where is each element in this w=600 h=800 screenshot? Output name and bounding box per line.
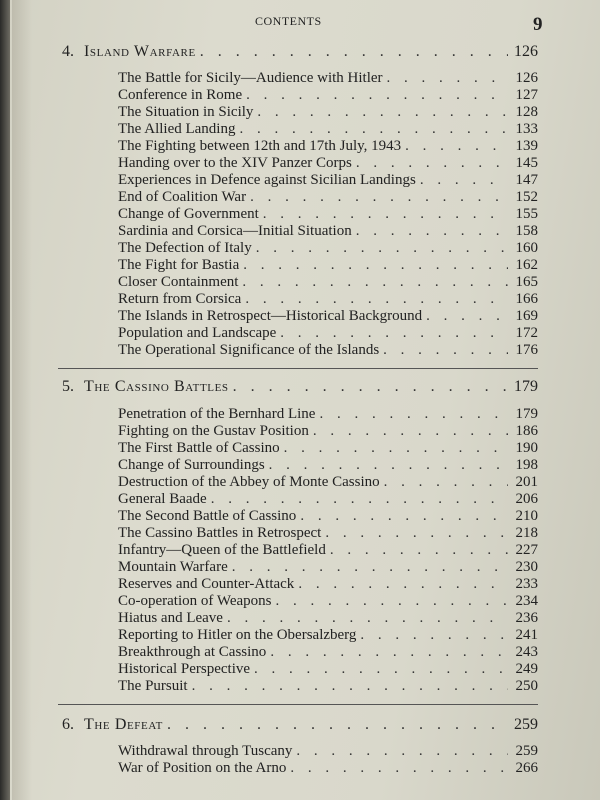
leader-dots [325, 525, 508, 542]
entry-page: 227 [515, 542, 538, 558]
entry-title: Reserves and Counter-Attack [118, 576, 295, 592]
leader-dots [330, 542, 508, 559]
entry-page: 127 [515, 87, 538, 103]
toc-entry [118, 525, 538, 542]
leader-dots [200, 43, 508, 61]
entry-page: 160 [515, 240, 538, 256]
toc-entry [118, 474, 538, 491]
chapter-title: The Cassino Battles [84, 378, 229, 395]
leader-dots [313, 423, 508, 440]
chapter-page: 126 [514, 43, 538, 60]
leader-dots [356, 155, 508, 172]
leader-dots [405, 138, 508, 155]
toc-entry [118, 172, 538, 189]
entry-title: Reporting to Hitler on the Obersalzberg [118, 627, 357, 643]
leader-dots [167, 716, 508, 734]
entry-page: 218 [515, 525, 538, 541]
toc-entry [118, 274, 538, 291]
leader-dots [383, 342, 508, 359]
entry-title: The First Battle of Cassino [118, 440, 280, 456]
entry-title: Conference in Rome [118, 87, 243, 103]
leader-dots [280, 325, 508, 342]
section-divider [58, 704, 538, 705]
toc-entry [118, 627, 538, 644]
leader-dots [257, 104, 508, 121]
chapter-5-heading [62, 378, 538, 396]
entry-title: The Situation in Sicily [118, 104, 254, 120]
leader-dots [263, 206, 508, 223]
toc-entry [118, 240, 538, 257]
entry-title: Handing over to the XIV Panzer Corps [118, 155, 352, 171]
entry-title: The Pursuit [118, 678, 188, 694]
entry-page: 241 [515, 627, 538, 643]
toc-entry [118, 644, 538, 661]
leader-dots [296, 743, 508, 760]
entry-page: 190 [515, 440, 538, 456]
leader-dots [233, 378, 508, 396]
entry-title: Penetration of the Bernhard Line [118, 406, 316, 422]
toc-entry [118, 743, 538, 760]
entry-title: Breakthrough at Cassino [118, 644, 267, 660]
entry-title: The Operational Significance of the Islands [118, 342, 380, 358]
leader-dots [426, 308, 508, 325]
leader-dots [356, 223, 508, 240]
entry-page: 165 [515, 274, 538, 290]
entry-page: 233 [515, 576, 538, 592]
leader-dots [242, 274, 508, 291]
chapter-title: The Defeat [84, 716, 163, 733]
toc-entry [118, 760, 538, 777]
entry-title: Experiences in Defence against Sicilian Landings [118, 172, 416, 188]
toc-entry [118, 559, 538, 576]
leader-dots [239, 121, 508, 138]
entry-title: The Second Battle of Cassino [118, 508, 297, 524]
entry-title: Infantry—Queen of the Battlefield [118, 542, 326, 558]
entry-title: Mountain Warfare [118, 559, 228, 575]
entry-title: The Battle for Sicily—Audience with Hitler [118, 70, 383, 86]
entry-page: 201 [515, 474, 538, 490]
leader-dots [420, 172, 508, 189]
toc-entry [118, 206, 538, 223]
entry-page: 145 [515, 155, 538, 171]
chapter-number: 6. [62, 716, 74, 733]
toc-entry [118, 576, 538, 593]
entry-title: General Baade [118, 491, 207, 507]
toc-entry [118, 189, 538, 206]
chapter-4-heading [62, 43, 538, 61]
entry-page: 179 [515, 406, 538, 422]
entry-page: 243 [515, 644, 538, 660]
entry-page: 234 [515, 593, 538, 609]
leader-dots [300, 508, 508, 525]
leader-dots [246, 87, 508, 104]
entry-page: 250 [515, 678, 538, 694]
entry-title: The Fight for Bastia [118, 257, 240, 273]
entry-title: Destruction of the Abbey of Monte Cassino [118, 474, 380, 490]
entry-page: 133 [515, 121, 538, 137]
toc-entry [118, 308, 538, 325]
entry-page: 206 [515, 491, 538, 507]
toc-entry [118, 661, 538, 678]
entry-page: 236 [515, 610, 538, 626]
leader-dots [256, 240, 508, 257]
entry-page: 169 [515, 308, 538, 324]
leader-dots [387, 70, 508, 87]
entry-page: 266 [515, 760, 538, 776]
leader-dots [360, 627, 508, 644]
entry-page: 166 [515, 291, 538, 307]
entry-title: Closer Containment [118, 274, 239, 290]
chapter-6-heading [62, 716, 538, 734]
leader-dots [290, 760, 508, 777]
entry-title: Return from Corsica [118, 291, 242, 307]
chapter-page: 179 [514, 378, 538, 395]
entry-page: 172 [515, 325, 538, 341]
running-head: CONTENTS [255, 14, 322, 28]
entry-title: Co-operation of Weapons [118, 593, 272, 609]
chapter-number: 4. [62, 43, 74, 60]
entry-page: 198 [515, 457, 538, 473]
leader-dots [211, 491, 508, 508]
toc-entry [118, 223, 538, 240]
entry-title: Fighting on the Gustav Position [118, 423, 309, 439]
toc-entry [118, 423, 538, 440]
entry-title: Change of Government [118, 206, 259, 222]
chapter-title: Island Warfare [84, 43, 196, 60]
entry-page: 176 [515, 342, 538, 358]
leader-dots [384, 474, 508, 491]
entry-title: Historical Perspective [118, 661, 251, 677]
entry-title: Hiatus and Leave [118, 610, 223, 626]
toc-entry [118, 542, 538, 559]
toc-entry [118, 491, 538, 508]
leader-dots [192, 678, 508, 695]
entry-title: The Fighting between 12th and 17th July, 1943 [118, 138, 402, 154]
entry-page: 210 [515, 508, 538, 524]
entry-page: 139 [515, 138, 538, 154]
entry-title: The Allied Landing [118, 121, 236, 137]
toc-entry [118, 593, 538, 610]
toc-entry [118, 257, 538, 274]
leader-dots [275, 593, 508, 610]
entry-page: 155 [515, 206, 538, 222]
toc-entry [118, 440, 538, 457]
entry-page: 126 [515, 70, 538, 86]
entry-title: The Islands in Retrospect—Historical Background [118, 308, 423, 324]
entry-title: Change of Surroundings [118, 457, 265, 473]
leader-dots [232, 559, 508, 576]
leader-dots [245, 291, 508, 308]
entry-title: Withdrawal through Tuscany [118, 743, 293, 759]
leader-dots [269, 457, 508, 474]
toc-entry [118, 406, 538, 423]
leader-dots [227, 610, 508, 627]
entry-page: 230 [515, 559, 538, 575]
toc-entry [118, 121, 538, 138]
toc-entry [118, 104, 538, 121]
entry-title: End of Coalition War [118, 189, 247, 205]
leader-dots [250, 189, 508, 206]
entry-page: 152 [515, 189, 538, 205]
entry-title: The Cassino Battles in Retrospect [118, 525, 322, 541]
entry-page: 128 [515, 104, 538, 120]
leader-dots [319, 406, 508, 423]
toc-entry [118, 457, 538, 474]
entry-page: 147 [515, 172, 538, 188]
toc-entry [118, 325, 538, 342]
toc-entry [118, 70, 538, 87]
toc-entry [118, 138, 538, 155]
toc-entry [118, 678, 538, 695]
page-number: 9 [533, 14, 543, 35]
chapter-number: 5. [62, 378, 74, 395]
leader-dots [298, 576, 508, 593]
entry-title: War of Position on the Arno [118, 760, 287, 776]
leader-dots [284, 440, 508, 457]
entry-page: 259 [515, 743, 538, 759]
toc-entry [118, 291, 538, 308]
section-divider [58, 368, 538, 369]
leader-dots [243, 257, 508, 274]
entry-page: 158 [515, 223, 538, 239]
toc-entry [118, 610, 538, 627]
toc-entry [118, 87, 538, 104]
entry-page: 249 [515, 661, 538, 677]
entry-page: 162 [515, 257, 538, 273]
entry-title: Sardinia and Corsica—Initial Situation [118, 223, 352, 239]
chapter-page: 259 [514, 716, 538, 733]
entry-page: 186 [515, 423, 538, 439]
toc-entry [118, 508, 538, 525]
leader-dots [254, 661, 508, 678]
leader-dots [270, 644, 508, 661]
toc-entry [118, 155, 538, 172]
entry-title: The Defection of Italy [118, 240, 252, 256]
toc-entry [118, 342, 538, 359]
entry-title: Population and Landscape [118, 325, 277, 341]
